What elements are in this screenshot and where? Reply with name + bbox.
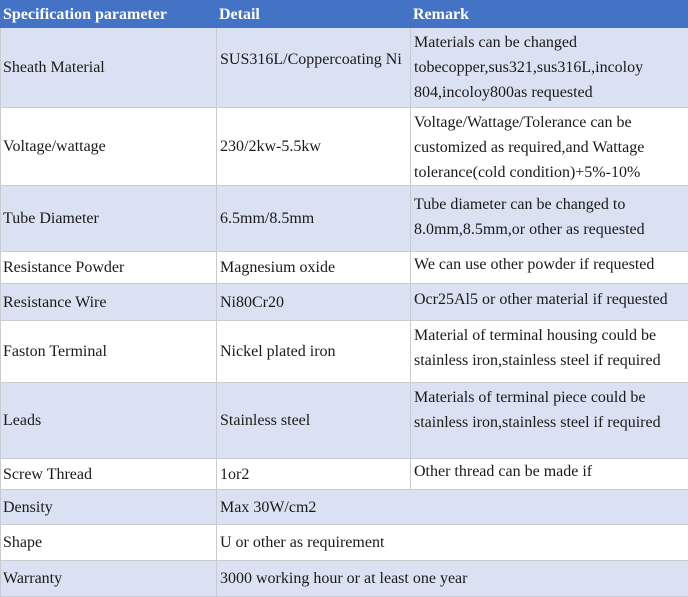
param-cell: Screw Thread [1,459,217,490]
remark-cell [411,284,688,321]
table-row [1,459,688,490]
remark-text: Materials of terminal piece could be stainless iron,stainless steel if required [414,383,686,458]
param-cell: Resistance Powder [1,252,217,284]
param-cell: Leads [1,383,217,459]
param-cell: Resistance Wire [1,284,217,321]
detail-cell: U or other as requirement [217,525,688,561]
param-cell: Voltage/wattage [1,108,217,186]
detail-cell: Max 30W/cm2 [217,490,688,525]
remark-text: Materials can be changed tobecopper,sus321,sus316L,incoloy 804,incoloy800as requested [414,28,686,107]
detail-cell: 3000 working hour or at least one year [217,561,688,597]
remark-cell [411,459,688,490]
detail-cell: 230/2kw-5.5kw [217,108,411,186]
param-cell: Density [1,490,217,525]
table-row [1,108,688,186]
remark-text: Ocr25Al5 or other material if requested [414,284,686,314]
remark-text: Material of terminal housing could be stainless iron,stainless steel if required [414,321,686,371]
remark-text: Voltage/Wattage/Tolerance can be customized as required,and Wattage tolerance(cold condition)+5%-10% [414,108,686,185]
table-row [1,252,688,284]
detail-cell [217,28,411,108]
param-cell: Shape [1,525,217,561]
remark-text: Tube diameter can be changed to 8.0mm,8.5mm,or other as requested [414,186,686,251]
table-row [1,490,688,525]
table-row [1,321,688,383]
detail-cell: Magnesium oxide [217,252,411,284]
remark-text: We can use other powder if requested [414,252,686,277]
detail-cell: 1or2 [217,459,411,490]
header-remark: Remark [411,1,688,28]
table-row [1,186,688,252]
remark-cell [411,383,688,459]
header-detail: Detail [217,1,411,28]
remark-cell [411,108,688,186]
param-cell: Warranty [1,561,217,597]
detail-cell: Ni80Cr20 [217,284,411,321]
param-cell: Sheath Material [1,28,217,108]
detail-text: SUS316L/Coppercoating Ni [220,43,408,93]
remark-text: Other thread can be made if [414,459,686,484]
param-cell: Faston Terminal [1,321,217,383]
header-specification-parameter: Specification parameter [1,1,217,28]
table-row [1,28,688,108]
detail-cell: Nickel plated iron [217,321,411,383]
detail-cell: 6.5mm/8.5mm [217,186,411,252]
remark-cell [411,252,688,284]
detail-cell: Stainless steel [217,383,411,459]
table-row [1,383,688,459]
remark-cell [411,28,688,108]
table-row [1,284,688,321]
table-row [1,525,688,561]
table-row [1,561,688,597]
remark-cell [411,186,688,252]
param-cell: Tube Diameter [1,186,217,252]
remark-cell [411,321,688,383]
header-row [1,1,688,28]
